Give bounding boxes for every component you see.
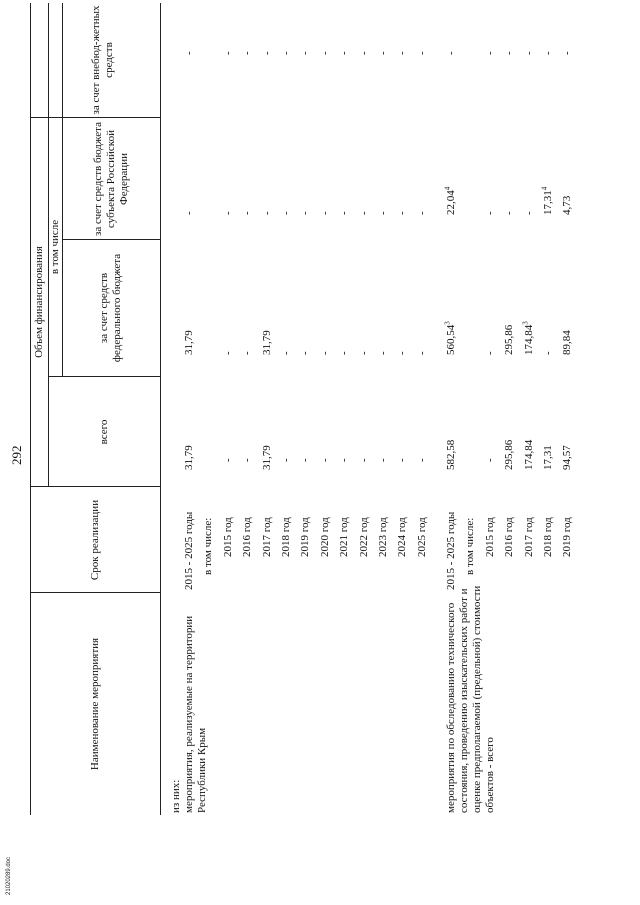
extra-cell: - bbox=[377, 51, 389, 55]
divider-subject-extra bbox=[30, 117, 160, 118]
total-cell: 295,86 bbox=[503, 439, 516, 470]
header-including: в том числе bbox=[48, 219, 61, 275]
term-cell: 2017 год bbox=[522, 517, 535, 557]
extra-cell: - bbox=[241, 51, 254, 55]
measure-name-line: оценке предполагаемой (предельной) стоимости bbox=[471, 585, 483, 813]
extra-cell: - bbox=[415, 51, 428, 55]
subject-cell: - bbox=[377, 211, 389, 215]
term-cell: 2022 год bbox=[357, 517, 370, 557]
federal-cell: 560,54$^3$ bbox=[443, 321, 457, 355]
subject-cell: 17,31$^4$ bbox=[540, 186, 554, 215]
document-id: 21020289.doc bbox=[6, 856, 12, 895]
term-cell: в том числе: bbox=[202, 517, 215, 575]
total-cell: 31,79 bbox=[183, 445, 195, 470]
subject-cell: - bbox=[318, 211, 331, 215]
total-cell: - bbox=[415, 458, 428, 462]
term-cell: 2024 год bbox=[396, 517, 409, 557]
subject-cell: - bbox=[483, 211, 496, 215]
term-cell: 2025 год bbox=[415, 517, 428, 557]
federal-cell: 174,84$^3$ bbox=[520, 321, 535, 355]
subject-cell: - bbox=[522, 211, 535, 215]
term-cell: 2015 - 2025 годы bbox=[445, 511, 457, 590]
total-cell: - bbox=[280, 458, 292, 462]
measure-name-line: состояния, проведению изыскательских работ и bbox=[458, 588, 470, 813]
federal-cell: - bbox=[377, 351, 389, 355]
total-cell: - bbox=[221, 458, 234, 462]
divider-federal-subject bbox=[62, 239, 160, 240]
total-cell: - bbox=[318, 458, 331, 462]
divider-name-term bbox=[30, 592, 160, 593]
intro-text: из них: bbox=[170, 779, 182, 813]
total-cell: - bbox=[396, 458, 409, 462]
federal-cell: - bbox=[415, 351, 428, 355]
footnote-marker: 4 bbox=[540, 186, 549, 191]
total-cell: - bbox=[338, 458, 351, 462]
total-cell: - bbox=[377, 458, 389, 462]
federal-cell: - bbox=[221, 351, 234, 355]
header-subject: за счет средств бюджета субъекта Российской Федерации bbox=[91, 122, 130, 236]
total-cell: 582,58 bbox=[445, 439, 457, 470]
subject-cell: - bbox=[183, 211, 195, 215]
page-number: 292 bbox=[9, 445, 24, 465]
total-cell: 31,79 bbox=[260, 445, 273, 470]
term-cell: 2015 год bbox=[483, 517, 496, 557]
table-header-bottom-border bbox=[160, 3, 161, 815]
extra-cell: - bbox=[338, 51, 351, 55]
extra-cell: - bbox=[396, 51, 409, 55]
header-extra: за счет внебюд-жетных средств bbox=[90, 5, 115, 115]
extra-cell: - bbox=[221, 51, 234, 55]
subject-cell: 22,04$^4$ bbox=[443, 186, 457, 215]
subject-cell: - bbox=[241, 211, 254, 215]
term-cell: 2015 год bbox=[221, 517, 234, 557]
term-cell: 2017 год bbox=[260, 517, 273, 557]
federal-cell: 89,84 bbox=[561, 330, 574, 355]
header-term: Срок реализации bbox=[88, 499, 101, 581]
federal-cell: 31,79 bbox=[183, 330, 195, 355]
total-cell: - bbox=[357, 458, 370, 462]
extra-cell: - bbox=[483, 51, 496, 55]
term-cell: 2019 год bbox=[561, 517, 574, 557]
extra-cell: - bbox=[280, 51, 292, 55]
term-cell: в том числе: bbox=[464, 517, 477, 575]
extra-cell: - bbox=[260, 51, 273, 55]
extra-cell: - bbox=[445, 51, 457, 55]
subject-cell: - bbox=[221, 211, 234, 215]
subject-cell: - bbox=[260, 211, 273, 215]
term-cell: 2018 год bbox=[280, 517, 292, 557]
extra-cell: - bbox=[561, 51, 574, 55]
measure-name-line: Республики Крым bbox=[196, 727, 208, 813]
footnote-marker: 4 bbox=[443, 186, 452, 191]
term-cell: 2016 год bbox=[241, 517, 254, 557]
total-cell: 17,31 bbox=[542, 445, 554, 470]
subject-cell: - bbox=[299, 211, 312, 215]
total-cell: 94,57 bbox=[561, 445, 574, 470]
subject-cell: - bbox=[357, 211, 370, 215]
federal-cell: 295,86 bbox=[503, 324, 516, 355]
total-cell: - bbox=[483, 458, 496, 462]
subject-cell: - bbox=[396, 211, 409, 215]
subject-cell: - bbox=[280, 211, 292, 215]
federal-cell: - bbox=[483, 351, 496, 355]
extra-cell: - bbox=[503, 51, 516, 55]
total-cell: - bbox=[241, 458, 254, 462]
extra-cell: - bbox=[183, 51, 195, 55]
header-volume: Объем финансирования bbox=[32, 246, 45, 358]
measure-name-line: объектов - всего bbox=[484, 737, 496, 813]
federal-cell: - bbox=[357, 351, 370, 355]
term-cell: 2015 - 2025 годы bbox=[183, 511, 195, 590]
extra-cell: - bbox=[299, 51, 312, 55]
footnote-marker: 3 bbox=[520, 321, 529, 325]
total-cell: 174,84 bbox=[522, 439, 535, 470]
federal-cell: - bbox=[241, 351, 254, 355]
extra-cell: - bbox=[318, 51, 331, 55]
subject-cell: - bbox=[415, 211, 428, 215]
header-name: Наименование мероприятия bbox=[88, 637, 101, 771]
federal-cell: - bbox=[318, 351, 331, 355]
federal-cell: 31,79 bbox=[260, 330, 273, 355]
extra-cell: - bbox=[522, 51, 535, 55]
term-cell: 2016 год bbox=[503, 517, 516, 557]
extra-cell: - bbox=[357, 51, 370, 55]
subject-cell: - bbox=[338, 211, 351, 215]
divider-term-volume bbox=[30, 486, 160, 487]
extra-cell: - bbox=[542, 51, 554, 55]
term-cell: 2023 год bbox=[377, 517, 389, 557]
federal-cell: - bbox=[396, 351, 409, 355]
federal-cell: - bbox=[542, 351, 554, 355]
header-federal: за счет средств федерального бюджета bbox=[98, 253, 123, 363]
term-cell: 2019 год bbox=[299, 517, 312, 557]
federal-cell: - bbox=[299, 351, 312, 355]
header-total: всего bbox=[97, 419, 110, 445]
measure-name-line: мероприятия, реализуемые на территории bbox=[183, 615, 195, 813]
subject-cell: 4,73 bbox=[561, 195, 574, 215]
total-cell: - bbox=[299, 458, 312, 462]
footnote-marker: 3 bbox=[443, 321, 452, 325]
term-cell: 2020 год bbox=[318, 517, 331, 557]
federal-cell: - bbox=[280, 351, 292, 355]
subject-cell: - bbox=[503, 211, 516, 215]
term-cell: 2021 год bbox=[338, 517, 351, 557]
divider-total-federal bbox=[48, 376, 160, 377]
term-cell: 2018 год bbox=[542, 517, 554, 557]
measure-name-line: мероприятия по обследованию технического bbox=[445, 602, 457, 813]
federal-cell: - bbox=[338, 351, 351, 355]
